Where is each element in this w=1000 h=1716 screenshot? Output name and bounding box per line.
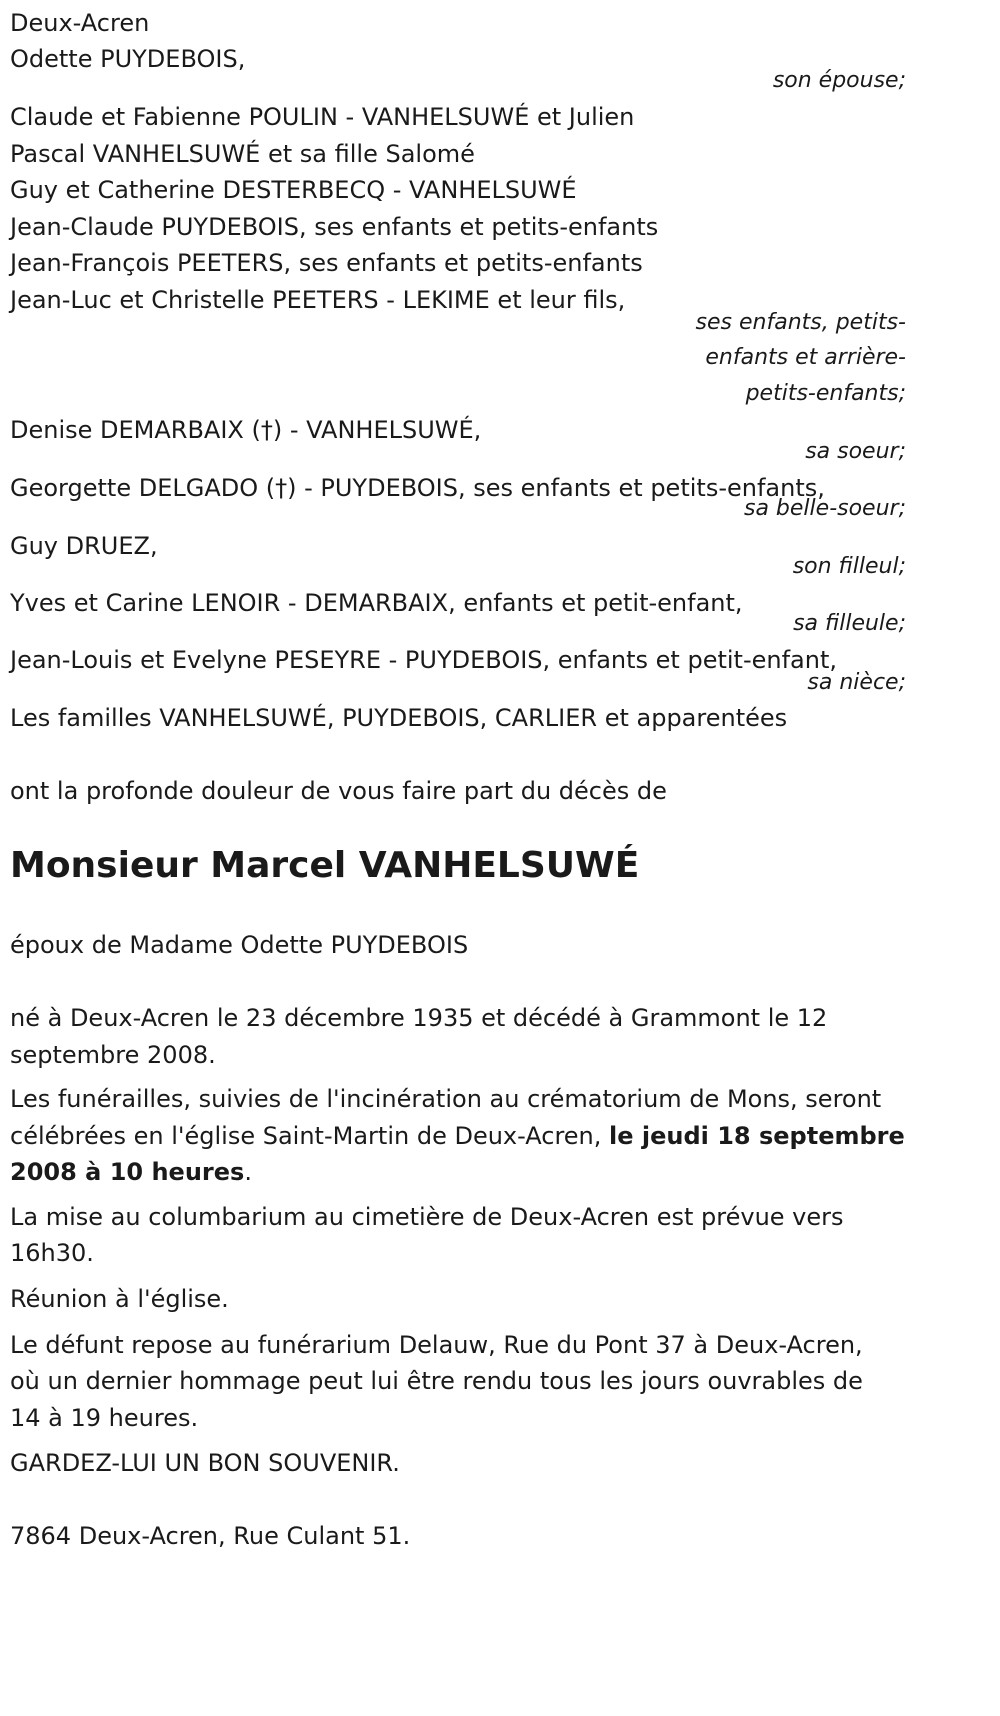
- funeral-line-1: Les funérailles, suivies de l'incinération au crématorium de Mons, seront: [10, 1085, 882, 1113]
- birth-death-line-2: septembre 2008.: [10, 1041, 216, 1069]
- funeral-line-3: [10, 1157, 252, 1187]
- meeting-line: Réunion à l'église.: [10, 1285, 229, 1313]
- address-line: 7864 Deux-Acren, Rue Culant 51.: [10, 1522, 411, 1550]
- rest-line-1: Le défunt repose au funérarium Delauw, Rue du Pont 37 à Deux-Acren,: [10, 1331, 863, 1359]
- columbarium-line-2: 16h30.: [10, 1239, 94, 1267]
- niece-name: Jean-Louis et Evelyne PESEYRE - PUYDEBOIS, enfants et petit-enfant,: [10, 646, 838, 674]
- sister-role: sa soeur;: [805, 439, 906, 464]
- children-line-3: Guy et Catherine DESTERBECQ - VANHELSUWÉ: [10, 176, 577, 204]
- funeral-end-punct: .: [244, 1158, 252, 1186]
- birth-death-line-1: né à Deux-Acren le 23 décembre 1935 et décédé à Grammont le 12: [10, 1004, 828, 1032]
- sister-in-law-name: Georgette DELGADO (†) - PUYDEBOIS, ses enfants et petits-enfants,: [10, 474, 825, 502]
- families-line: Les familles VANHELSUWÉ, PUYDEBOIS, CARLIER et apparentées: [10, 704, 788, 732]
- sister-name: Denise DEMARBAIX (†) - VANHELSUWÉ,: [10, 416, 482, 444]
- children-line-5: Jean-François PEETERS, ses enfants et petits-enfants: [10, 249, 643, 277]
- niece-role: sa nièce;: [807, 670, 906, 695]
- announcement: ont la profonde douleur de vous faire part du décès de: [10, 777, 667, 805]
- rest-line-3: 14 à 19 heures.: [10, 1404, 199, 1432]
- funeral-church-text: célébrées en l'église Saint-Martin de Deux-Acren,: [10, 1122, 610, 1150]
- children-line-2: Pascal VANHELSUWÉ et sa fille Salomé: [10, 140, 475, 168]
- children-role-line-2: enfants et arrière-: [705, 345, 906, 370]
- spouse-name: Odette PUYDEBOIS,: [10, 45, 246, 73]
- funeral-date: le jeudi 18 septembre: [609, 1122, 905, 1150]
- columbarium-line-1: La mise au columbarium au cimetière de Deux-Acren est prévue vers: [10, 1203, 844, 1231]
- rest-line-2: où un dernier hommage peut lui être rendu tous les jours ouvrables de: [10, 1367, 863, 1395]
- deceased-name: Monsieur Marcel VANHELSUWÉ: [10, 845, 640, 886]
- spouse-of-line: époux de Madame Odette PUYDEBOIS: [10, 931, 469, 959]
- children-line-6: Jean-Luc et Christelle PEETERS - LEKIME et leur fils,: [10, 286, 626, 314]
- funeral-line-2: [10, 1121, 905, 1151]
- sister-in-law-role: sa belle-soeur;: [744, 496, 906, 521]
- spouse-role: son épouse;: [772, 68, 906, 93]
- goddaughter-name: Yves et Carine LENOIR - DEMARBAIX, enfants et petit-enfant,: [10, 589, 743, 617]
- funeral-time: 2008 à 10 heures: [10, 1158, 245, 1186]
- children-role-line-3: petits-enfants;: [745, 381, 906, 406]
- closing-line: GARDEZ-LUI UN BON SOUVENIR.: [10, 1449, 400, 1477]
- place-header: Deux-Acren: [10, 9, 150, 37]
- godson-name: Guy DRUEZ,: [10, 532, 158, 560]
- children-line-4: Jean-Claude PUYDEBOIS, ses enfants et petits-enfants: [10, 213, 659, 241]
- godson-role: son filleul;: [792, 554, 906, 579]
- children-role-line-1: ses enfants, petits-: [695, 310, 906, 335]
- goddaughter-role: sa filleule;: [793, 611, 906, 636]
- children-line-1: Claude et Fabienne POULIN - VANHELSUWÉ et Julien: [10, 103, 635, 131]
